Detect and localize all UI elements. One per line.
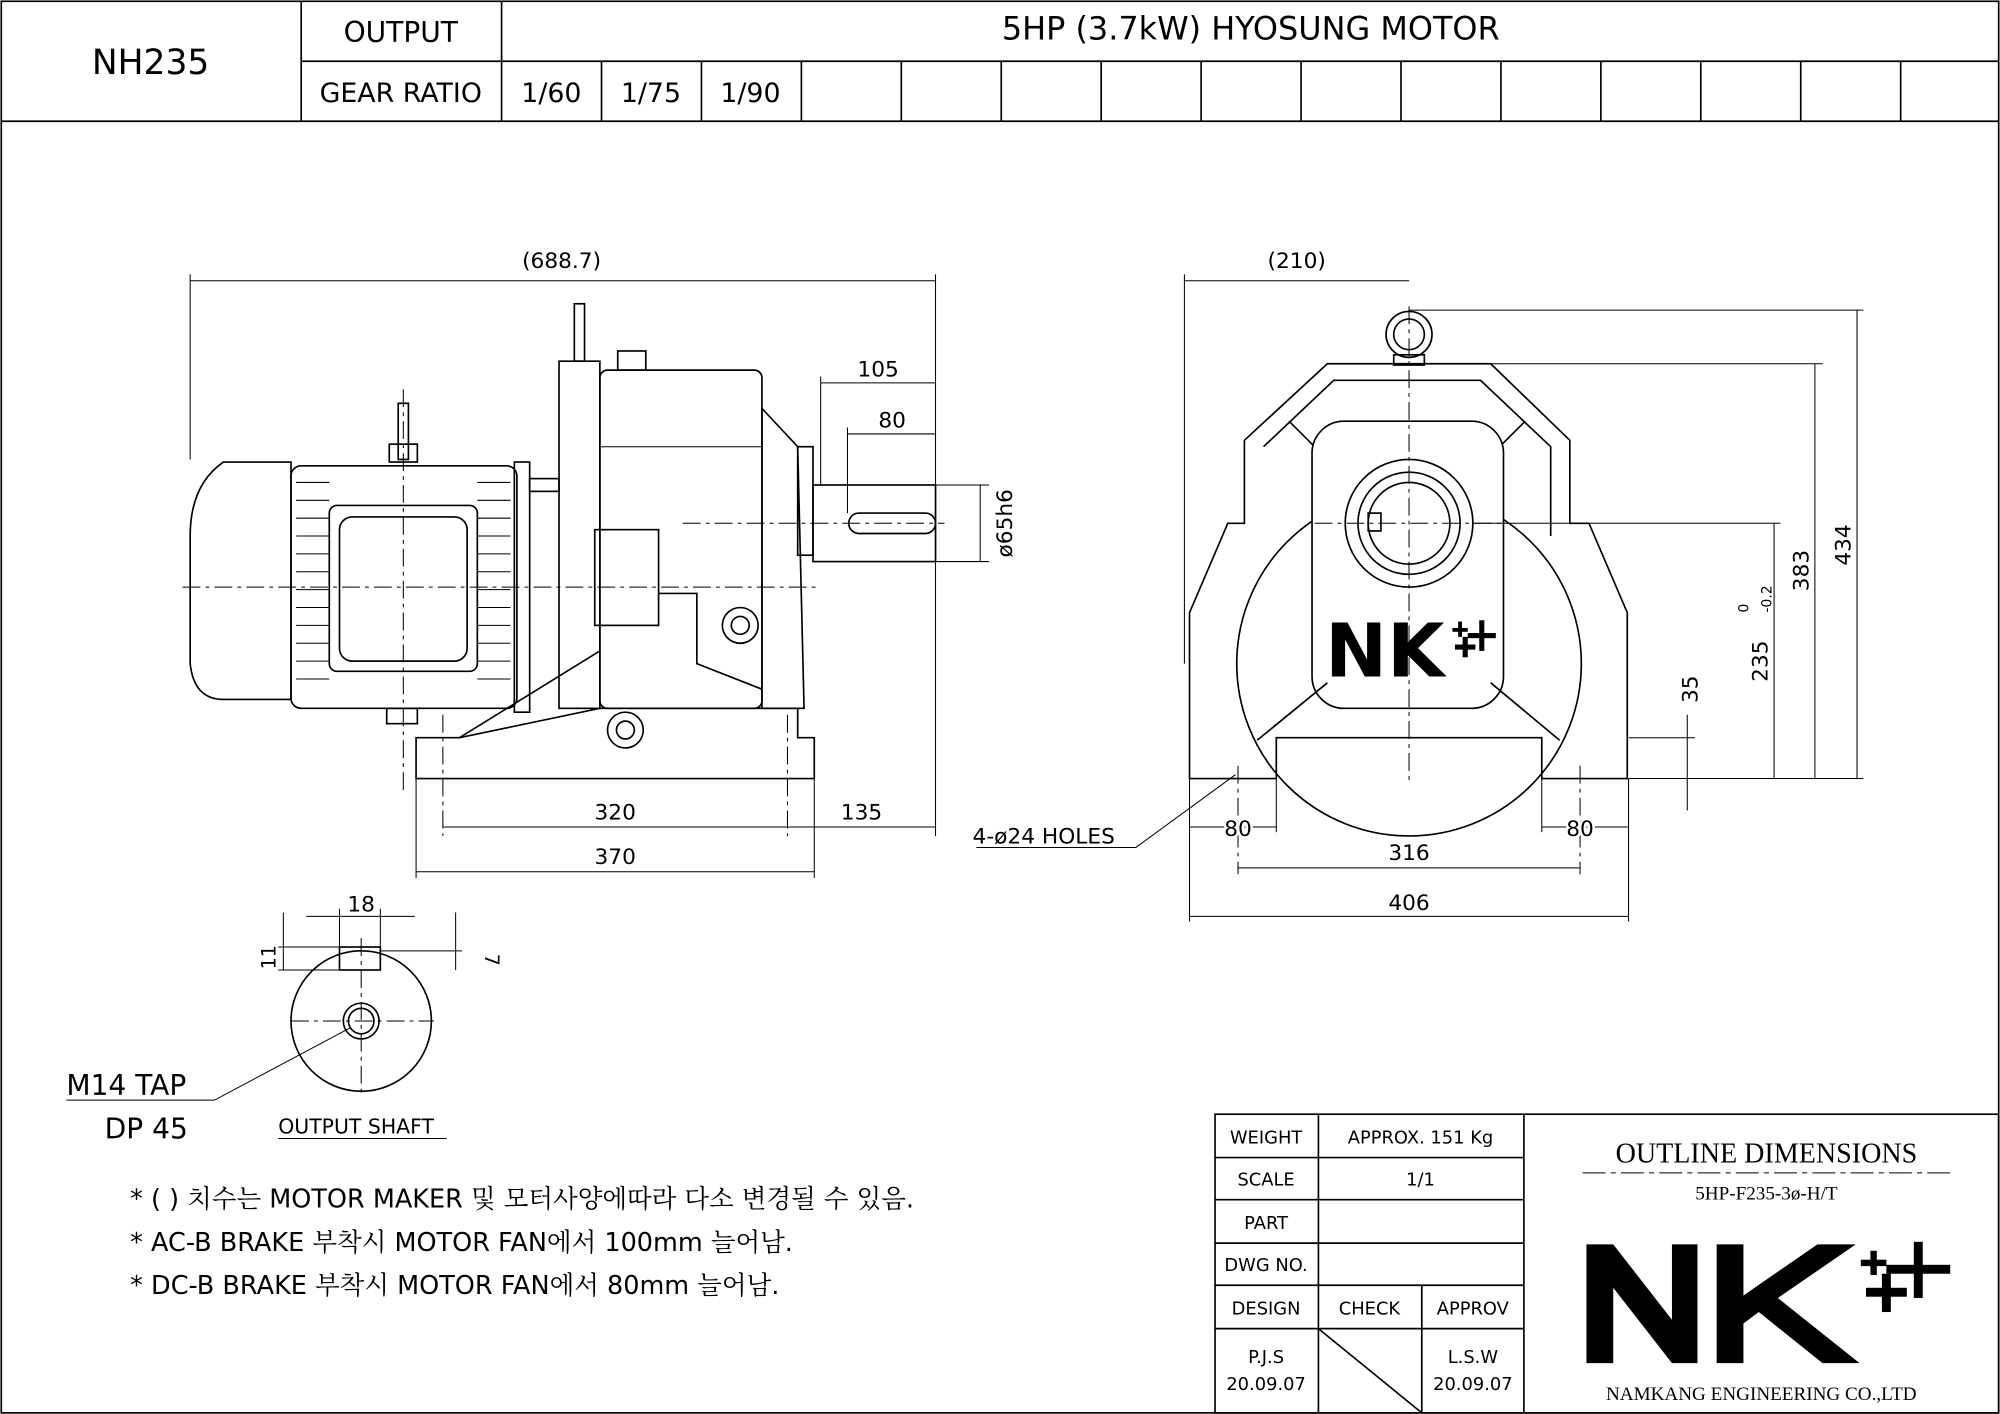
weight-value: APPROX. 151 Kg <box>1347 1127 1494 1149</box>
company-logo <box>1586 1244 1859 1363</box>
dim-overall-length: (688.7) <box>522 249 602 275</box>
weight-label: WEIGHT <box>1229 1127 1303 1149</box>
scale-label: SCALE <box>1237 1169 1295 1191</box>
gear-ratio-3: 1/90 <box>720 78 781 110</box>
gear-ratio-label: GEAR RATIO <box>319 78 482 110</box>
approv-label: APPROV <box>1436 1298 1509 1320</box>
front-view <box>973 249 1864 921</box>
gear-flange-plate <box>559 361 600 708</box>
dim-key-depth-left: 11 <box>257 945 281 970</box>
dim-base-width: 406 <box>1388 891 1430 917</box>
model-number: NH235 <box>91 43 210 84</box>
approv-date: 20.09.07 <box>1433 1373 1513 1395</box>
fan-cover <box>190 462 291 699</box>
logo-plus-icon <box>1861 1242 1950 1312</box>
design-label: DESIGN <box>1231 1298 1301 1320</box>
dim-shaft-height-tol-upper: 0 <box>1736 603 1753 613</box>
base <box>416 708 814 778</box>
scale-value: 1/1 <box>1406 1169 1435 1191</box>
dim-shaft-height: 235 <box>1748 640 1774 682</box>
check-label: CHECK <box>1338 1298 1401 1320</box>
approv-name: L.S.W <box>1447 1347 1499 1369</box>
dim-hole-pitch: 320 <box>594 800 636 826</box>
side-view <box>183 249 1019 878</box>
output-shaft-title: OUTPUT SHAFT <box>278 1114 434 1139</box>
front-nk-logo: NK <box>1325 608 1445 695</box>
gear-ratio-1: 1/60 <box>521 78 582 110</box>
dim-shaft-height-tol-lower: -0.2 <box>1759 585 1776 613</box>
dim-foot-left: 80 <box>1224 816 1252 842</box>
dim-key-depth-right: 7 <box>479 953 503 966</box>
company-name: NAMKANG ENGINEERING CO.,LTD <box>1605 1384 1917 1406</box>
dim-hole-pitch-front: 316 <box>1388 841 1430 867</box>
part-label: PART <box>1244 1213 1289 1235</box>
dim-key-length: 80 <box>878 408 906 434</box>
dwg-no-label: DWG NO. <box>1224 1255 1308 1277</box>
holes-callout: 4-ø24 HOLES <box>972 824 1115 850</box>
gear-housing <box>600 370 762 708</box>
dim-foot-height: 35 <box>1678 675 1704 704</box>
drawing-subtitle: 5HP-F235-3ø-H/T <box>1695 1183 1838 1205</box>
design-name: P.J.S <box>1248 1347 1285 1369</box>
dim-height-total: 434 <box>1831 524 1857 566</box>
tap-depth-label: DP 45 <box>104 1112 188 1146</box>
note-3: * DC-B BRAKE 부착시 MOTOR FAN에서 80mm 늘어남. <box>130 1271 780 1302</box>
dim-half-width: (210) <box>1267 249 1326 275</box>
design-date: 20.09.07 <box>1226 1373 1306 1395</box>
drawing-title: OUTLINE DIMENSIONS <box>1615 1138 1918 1170</box>
header-table <box>1 1 1998 121</box>
dim-shaft-overhang: 135 <box>840 800 883 826</box>
title-block <box>1215 1114 1999 1413</box>
notes <box>130 1184 914 1301</box>
note-1: * ( ) 치수는 MOTOR MAKER 및 모터사양에따라 다소 변경될 수 있음. <box>130 1184 915 1215</box>
output-label: OUTPUT <box>343 16 458 50</box>
gear-ratio-2: 1/75 <box>620 78 682 110</box>
dim-shaft-length: 105 <box>857 357 899 383</box>
dim-height-housing: 383 <box>1789 549 1815 592</box>
dim-foot-right: 80 <box>1566 816 1594 842</box>
dim-shaft-diameter: ø65h6 <box>993 489 1019 558</box>
dim-base-length: 370 <box>594 845 636 871</box>
output-shaft-detail <box>66 892 503 1145</box>
dim-key-width: 18 <box>347 892 375 918</box>
note-2: * AC-B BRAKE 부착시 MOTOR FAN에서 100mm 늘어남. <box>130 1227 793 1258</box>
output-value: 5HP (3.7kW) HYOSUNG MOTOR <box>1001 9 1500 48</box>
tap-label: M14 TAP <box>66 1069 187 1103</box>
